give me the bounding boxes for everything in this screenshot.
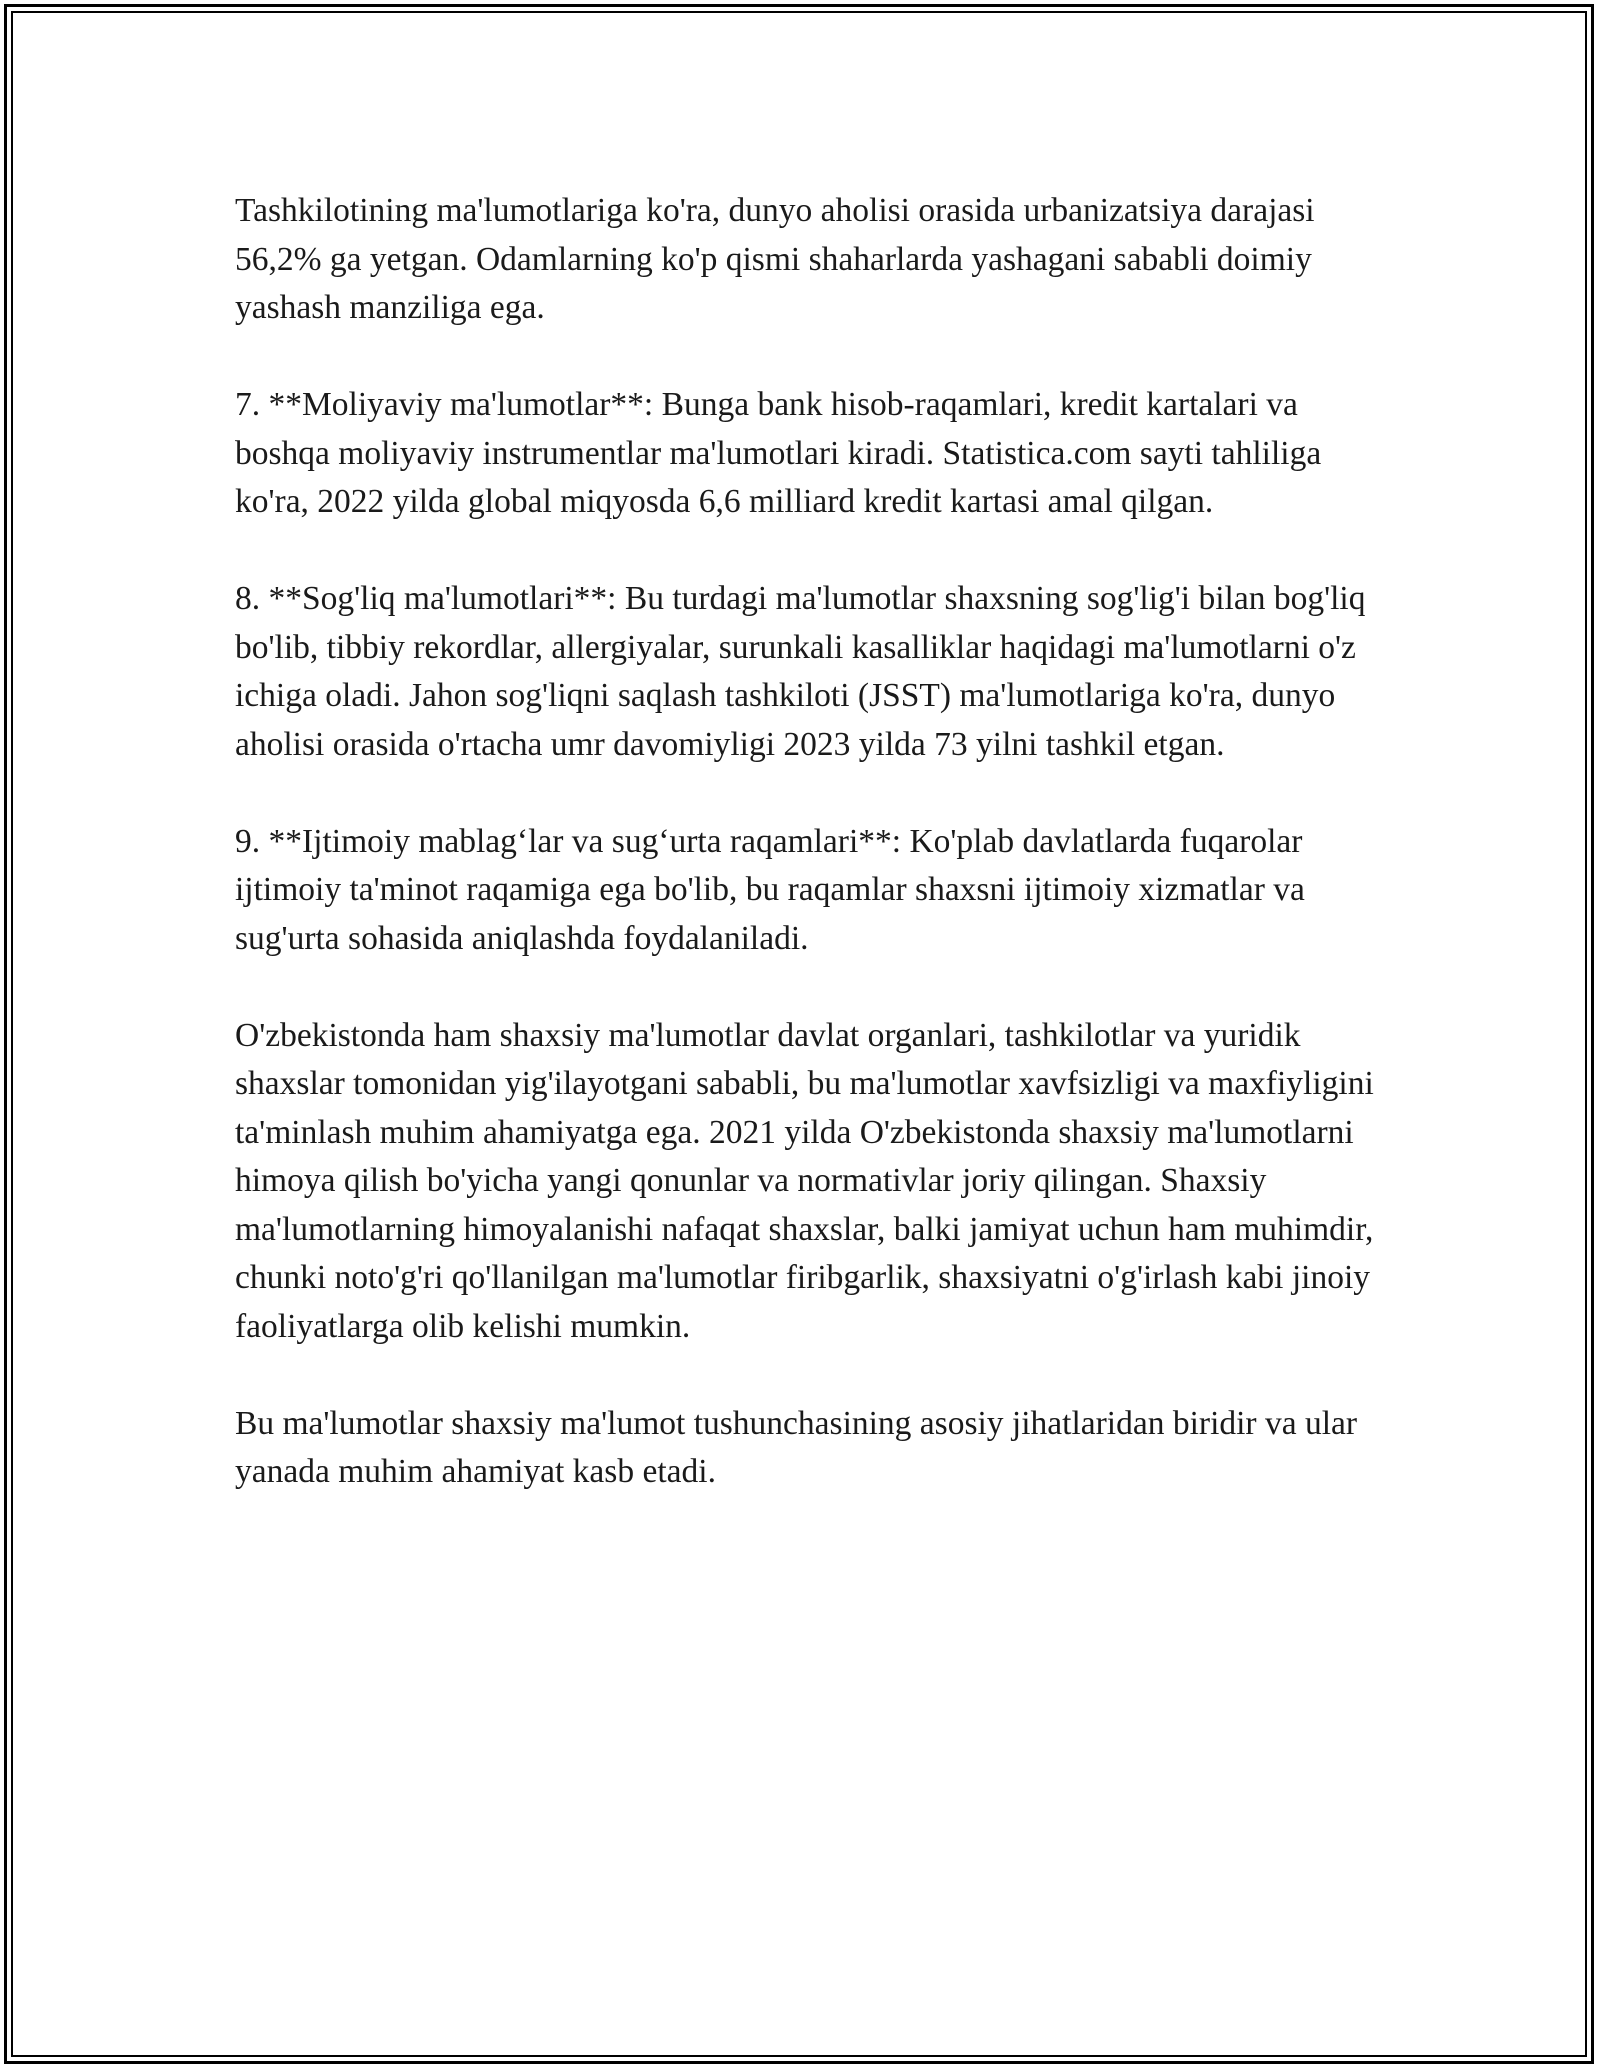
paragraph-urbanization: Tashkilotining ma'lumotlariga ko'ra, dunyo aholisi orasida urbanizatsiya darajasi 56,2% ga yetgan. Odamlarning ko'p qismi shaharlarda yashagani sababli doimiy yashash manziliga ega. — [235, 192, 1315, 326]
paragraph-uzbekistan: O'zbekistonda ham shaxsiy ma'lumotlar davlat organlari, tashkilotlar va yuridik shaxslar tomonidan yig'ilayotgani sababli, bu ma'lumotlar xavfsizligi va maxfiyligini ta'minlash muhim ahamiyatga ega. 2021 yilda O'zbekistonda shaxsiy ma'lumotlarni himoya qilish bo'yicha yangi qonunlar va normativlar joriy qilingan. Shaxsiy ma'lumotlarning himoyalanishi nafaqat shaxslar, balki jamiyat uchun ham muhimdir, chunki noto'g'ri qo'llanilgan ma'lumotlar firibgarlik, shaxsiyatni o'g'irlash kabi jinoiy faoliyatlarga olib kelishi mumkin. — [235, 1016, 1374, 1345]
document-body — [235, 187, 1395, 1545]
paragraph-health-data: 8. **Sog'liq ma'lumotlari**: Bu turdagi ma'lumotlar shaxsning sog'lig'i bilan bog'liq bo'lib, tibbiy rekordlar, allergiyalar, surunkali kasalliklar haqidagi ma'lumotlarni o'z ichiga oladi. Jahon sog'liqni saqlash tashkiloti (JSST) ma'lumotlariga ko'ra, dunyo aholisi orasida o'rtacha umr davomiyligi 2023 yilda 73 yilni tashkil etgan. — [235, 580, 1366, 763]
paragraph-conclusion: Bu ma'lumotlar shaxsiy ma'lumot tushunchasining asosiy jihatlaridan biridir va ular yanada muhim ahamiyat kasb etadi. — [235, 1404, 1358, 1490]
paragraph-financial-data: 7. **Moliyaviy ma'lumotlar**: Bunga bank hisob-raqamlari, kredit kartalari va boshqa moliyaviy instrumentlar ma'lumotlari kiradi. Statistica.com sayti tahliliga ko'ra, 2022 yilda global miqyosda 6,6 milliard kredit kartasi amal qilgan. — [235, 386, 1322, 520]
paragraph-social-insurance: 9. **Ijtimoiy mablag‘lar va sug‘urta raqamlari**: Ko'plab davlatlarda fuqarolar ijtimoiy ta'minot raqamiga ega bo'lib, bu raqamlar shaxsni ijtimoiy xizmatlar va sug'urta sohasida aniqlashda foydalaniladi. — [235, 822, 1305, 957]
